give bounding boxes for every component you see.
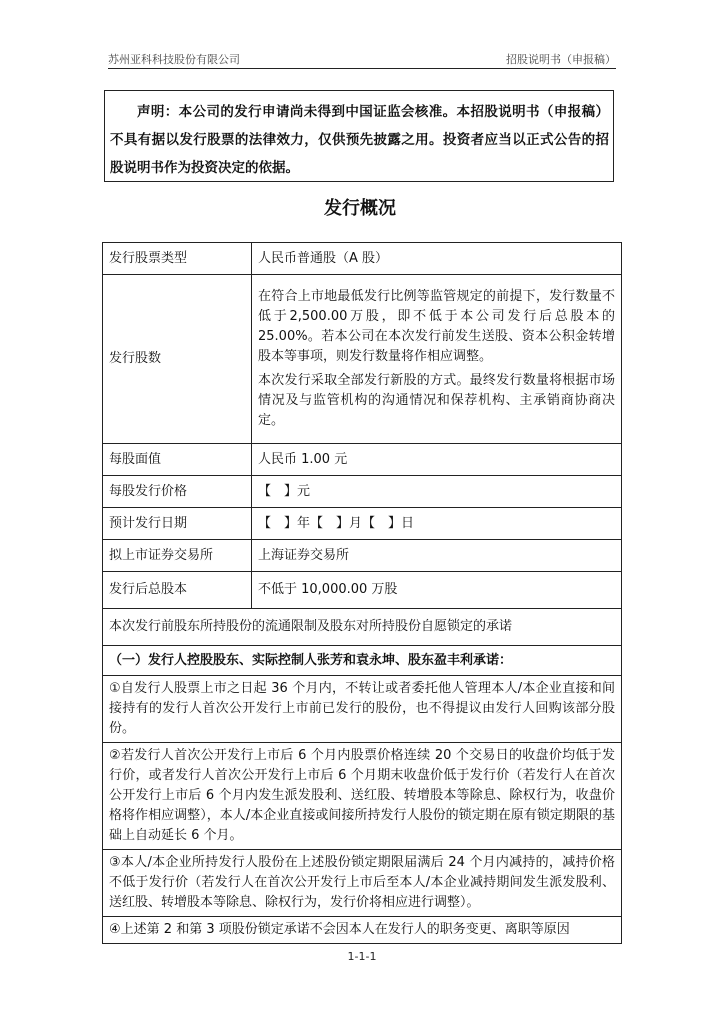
- lockup-title: 本次发行前股东所持股份的流通限制及股东对所持股份自愿锁定的承诺: [103, 609, 622, 646]
- table-row: [103, 917, 622, 944]
- row-value: 人民币 1.00 元: [252, 444, 622, 476]
- row-value: 上海证券交易所: [252, 540, 622, 572]
- paragraph: 在符合上市地最低发行比例等监管规定的前提下，发行数量不低于2,500.00万股，即不低于本公司发行后总股本的25.00%。若本公司在本次发行前发生送股、资本公积金转增股本等事项，则发行数量将作相应调整。: [258, 289, 615, 364]
- lockup-subtitle: （一）发行人控股股东、实际控制人张芳和袁永坤、股东盈丰利承诺：: [103, 646, 622, 676]
- table-row: [103, 540, 622, 572]
- table-row: [103, 676, 622, 743]
- row-label: 发行股票类型: [103, 243, 252, 275]
- lockup-title-row: [103, 609, 622, 646]
- row-value: 【 】年【 】月【 】日: [252, 508, 622, 540]
- row-value: 人民币普通股（A 股）: [252, 243, 622, 275]
- lockup-item: ①自发行人股票上市之日起 36 个月内，不转让或者委托他人管理本人/本企业直接和间接持有的发行人首次公开发行上市前已发行的股份，也不得提议由发行人回购该部分股份。: [103, 676, 622, 743]
- lockup-item: ②若发行人首次公开发行上市后 6 个月内股票价格连续 20 个交易日的收盘价均低于发行价，或者发行人首次公开发行上市后 6 个月期末收盘价低于发行价（若发行人在首次公开发行上市后 6 个月内发生派发股利、送红股、转增股本等除息、除权行为，收盘价格将作相应调整），本人/本企业直接或间接所持发行人股份的锁定期在原有锁定期限的基础上自动延长 6 个月。: [103, 743, 622, 850]
- section-title: 发行概况: [324, 198, 396, 219]
- issuance-overview-table: [102, 242, 622, 944]
- row-value: 【 】元: [252, 476, 622, 508]
- lockup-item: ④上述第 2 和第 3 项股份锁定承诺不会因本人在发行人的职务变更、离职等原因: [103, 917, 622, 944]
- row-label: 发行后总股本: [103, 572, 252, 609]
- declaration-text: 声明：本公司的发行申请尚未得到中国证监会核准。本招股说明书（申报稿）不具有据以发行股票的法律效力，仅供预先披露之用。投资者应当以正式公告的招股说明书作为投资决定的依据。: [110, 104, 609, 176]
- row-label: 每股面值: [103, 444, 252, 476]
- company-name: 苏州亚科科技股份有限公司: [108, 53, 240, 66]
- row-label: 拟上市证券交易所: [103, 540, 252, 572]
- table-row: [103, 572, 622, 609]
- row-label: 每股发行价格: [103, 476, 252, 508]
- document-title: 招股说明书（申报稿）: [506, 53, 616, 66]
- row-label: 发行股数: [103, 275, 252, 444]
- table-row: [103, 508, 622, 540]
- declaration-box: [104, 90, 614, 182]
- paragraph: 本次发行采取全部发行新股的方式。最终发行数量将根据市场情况及与监管机构的沟通情况和保荐机构、主承销商协商决定。: [258, 373, 615, 428]
- row-label: 预计发行日期: [103, 508, 252, 540]
- lockup-item: ③本人/本企业所持发行人股份在上述股份锁定期限届满后 24 个月内减持的，减持价格不低于发行价（若发行人在首次公开发行上市后至本人/本企业减持期间发生派发股利、送红股、转增股本等除息、除权行为，发行价将相应进行调整）。: [103, 850, 622, 917]
- table-row: [103, 850, 622, 917]
- table-row: [103, 743, 622, 850]
- row-value: [252, 275, 622, 444]
- table-row: [103, 275, 622, 444]
- row-value: 不低于 10,000.00 万股: [252, 572, 622, 609]
- page-number: 1-1-1: [347, 950, 377, 963]
- table-row: [103, 476, 622, 508]
- table-row: [103, 444, 622, 476]
- table-row: [103, 243, 622, 275]
- page-header: [108, 48, 616, 69]
- lockup-subtitle-row: [103, 646, 622, 676]
